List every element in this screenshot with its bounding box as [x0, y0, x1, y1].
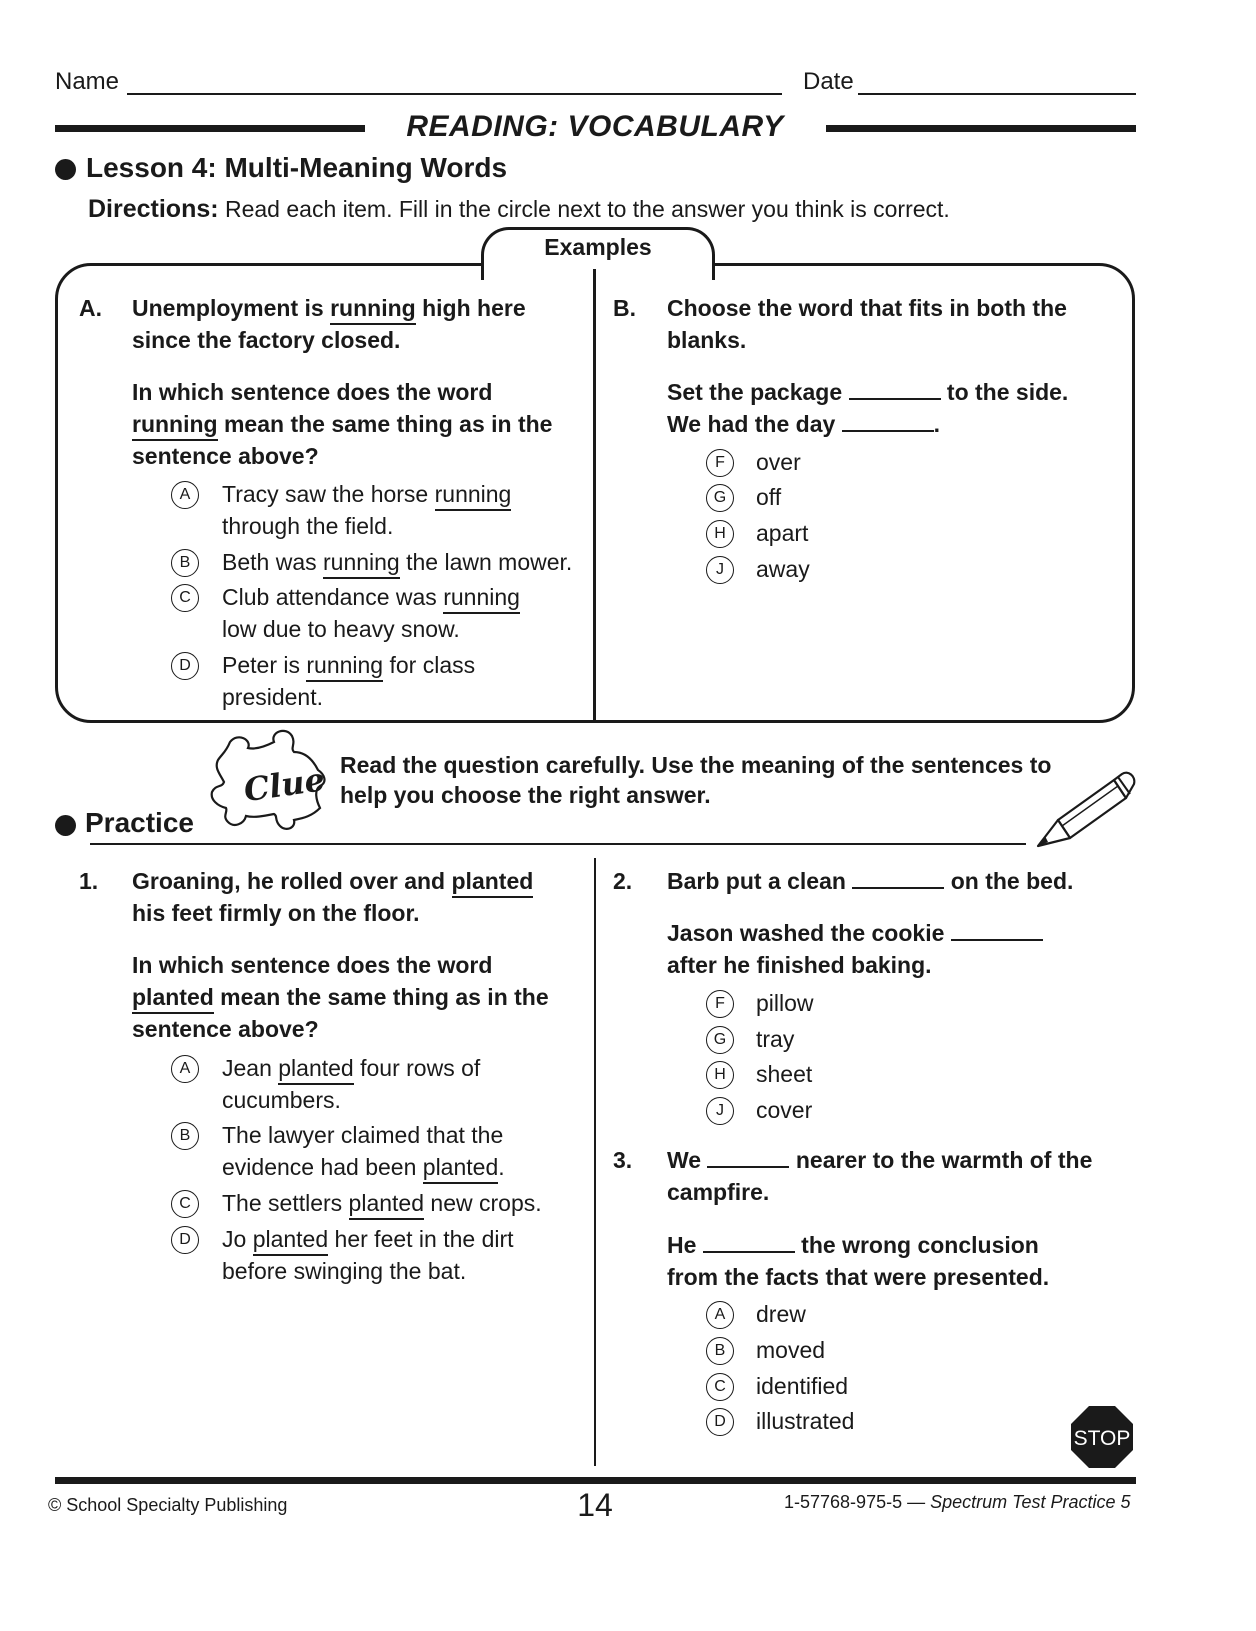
example-b-option-j-text: away — [756, 556, 810, 582]
lesson-bullet — [55, 159, 76, 180]
q3-option-d-bubble[interactable]: D — [706, 1408, 734, 1436]
examples-tab-gap — [484, 263, 706, 269]
q1-option-a-text: Jean planted four rows of — [222, 1052, 480, 1085]
practice-rule — [90, 843, 1026, 845]
q1-option-c-text: The settlers planted new crops. — [222, 1187, 542, 1220]
q2-option-f-text: pillow — [756, 990, 814, 1016]
footer-rule — [55, 1477, 1136, 1484]
example-a-question-line2: running mean the same thing as in the — [132, 408, 552, 441]
example-b-option-h-bubble[interactable]: H — [706, 520, 734, 548]
q3-option-b-text: moved — [756, 1337, 826, 1363]
title-rule-right — [826, 125, 1136, 132]
q2-option-g-text: tray — [756, 1026, 795, 1052]
q1-option-a-bubble[interactable]: A — [171, 1055, 199, 1083]
example-a-option-c-text-line2: low due to heavy snow. — [222, 616, 460, 642]
q3-sentence2-line2: from the facts that were presented. — [667, 1264, 1050, 1290]
example-a-option-d-text-line2: president. — [222, 684, 324, 710]
example-a-option-c-bubble[interactable]: C — [171, 584, 199, 612]
examples-tab — [481, 227, 715, 280]
q1-option-b-bubble[interactable]: B — [171, 1122, 199, 1150]
q3-option-b-bubble[interactable]: B — [706, 1337, 734, 1365]
example-b-number: B. — [613, 295, 636, 321]
example-a-option-b-bubble[interactable]: B — [171, 549, 199, 577]
q1-option-c-bubble[interactable]: C — [171, 1190, 199, 1218]
clue-text-line2: help you choose the right answer. — [340, 782, 711, 808]
example-a-question-line1: In which sentence does the word — [132, 379, 493, 405]
directions — [88, 195, 950, 224]
clue-badge-text: Clue — [241, 760, 328, 810]
practice-divider — [594, 858, 596, 1466]
q2-option-h-bubble[interactable]: H — [706, 1061, 734, 1089]
q2-option-j-text: cover — [756, 1097, 813, 1123]
example-a-sentence-line2: since the factory closed. — [132, 327, 401, 353]
q1-option-a-text-line2: cucumbers. — [222, 1087, 341, 1113]
q1-option-d-text-line2: before swinging the bat. — [222, 1258, 467, 1284]
q2-option-f-bubble[interactable]: F — [706, 990, 734, 1018]
q1-question-line2: planted mean the same thing as in the — [132, 981, 549, 1014]
example-b-option-g-text: off — [756, 484, 782, 510]
q3-option-c-text: identified — [756, 1373, 849, 1399]
footer-publisher: © School Specialty Publishing — [48, 1495, 288, 1515]
example-b-option-h-text: apart — [756, 520, 809, 546]
q2-sentence2-line2: after he finished baking. — [667, 952, 932, 978]
example-b-option-f-text: over — [756, 449, 801, 475]
example-a-option-d-bubble[interactable]: D — [171, 652, 199, 680]
q2-option-g-bubble[interactable]: G — [706, 1026, 734, 1054]
q1-option-d-text: Jo planted her feet in the dirt — [222, 1223, 514, 1256]
example-b-sentence1: Set the package to the side. — [667, 379, 1069, 405]
example-b-instruction-line1: Choose the word that fits in both the — [667, 295, 1067, 321]
q2-sentence1: Barb put a clean on the bed. — [667, 868, 1074, 894]
example-a-option-b-text: Beth was running the lawn mower. — [222, 546, 572, 579]
pencil-icon — [1032, 768, 1140, 850]
q1-option-b-text: The lawyer claimed that the — [222, 1122, 504, 1148]
q1-question-line1: In which sentence does the word — [132, 952, 493, 978]
example-a-option-a-text-line2: through the field. — [222, 513, 394, 539]
q2-sentence2-line1: Jason washed the cookie — [667, 917, 1043, 950]
q3-number: 3. — [613, 1147, 633, 1173]
example-a-option-d-text: Peter is running for class — [222, 649, 475, 682]
example-a-number: A. — [79, 295, 102, 321]
example-a-question-line3: sentence above? — [132, 443, 319, 469]
q3-sentence1-line1: We nearer to the warmth of the — [667, 1147, 1093, 1173]
stop-sign-icon — [1070, 1405, 1134, 1469]
q2-number: 2. — [613, 868, 633, 894]
q1-sentence-line2: his feet firmly on the floor. — [132, 900, 420, 926]
name-field-line[interactable] — [127, 93, 782, 95]
example-a-option-a-bubble[interactable]: A — [171, 481, 199, 509]
lesson-title: Lesson 4: Multi-Meaning Words — [86, 152, 508, 183]
examples-divider — [593, 266, 596, 720]
directions-text: Read each item. Fill in the circle next to the answer you think is correct. — [224, 196, 950, 222]
name-label: Name — [55, 68, 120, 95]
example-b-instruction-line2: blanks. — [667, 327, 747, 353]
directions-label: Directions: — [88, 195, 219, 223]
example-a-option-c-text: Club attendance was running — [222, 581, 520, 614]
q1-question-line3: sentence above? — [132, 1016, 319, 1042]
example-a-option-a-text: Tracy saw the horse running — [222, 478, 511, 511]
example-b-option-j-bubble[interactable]: J — [706, 556, 734, 584]
examples-tab-label: Examples — [544, 234, 652, 260]
stop-label: STOP — [1073, 1427, 1131, 1450]
q3-sentence2-line1: He the wrong conclusion — [667, 1232, 1039, 1258]
q3-option-a-bubble[interactable]: A — [706, 1301, 734, 1329]
section-title: READING: VOCABULARY — [406, 110, 784, 143]
practice-bullet — [55, 815, 76, 836]
title-rule-left — [55, 125, 365, 132]
q3-option-c-bubble[interactable]: C — [706, 1373, 734, 1401]
q1-number: 1. — [79, 868, 99, 894]
example-b-option-g-bubble[interactable]: G — [706, 484, 734, 512]
q1-sentence-line1: Groaning, he rolled over and planted — [132, 865, 533, 898]
practice-title: Practice — [85, 807, 194, 838]
q1-option-d-bubble[interactable]: D — [171, 1226, 199, 1254]
example-b-option-f-bubble[interactable]: F — [706, 449, 734, 477]
q3-sentence1-line2: campfire. — [667, 1179, 770, 1205]
example-a-sentence-line1: Unemployment is running high here — [132, 292, 526, 325]
clue-text-line1: Read the question carefully. Use the meaning of the sentences to — [340, 752, 1052, 778]
date-field-line[interactable] — [858, 93, 1136, 95]
q3-option-d-text: illustrated — [756, 1408, 855, 1434]
footer-book-info — [784, 1492, 1131, 1513]
footer-book-title: Spectrum Test Practice 5 — [930, 1492, 1131, 1512]
q2-option-h-text: sheet — [756, 1061, 813, 1087]
q3-option-a-text: drew — [756, 1301, 806, 1327]
footer-page-number: 14 — [577, 1487, 613, 1523]
footer-isbn: 1-57768-975-5 — — [784, 1492, 931, 1512]
clue-puzzle-icon — [208, 728, 328, 832]
q1-keyword: planted — [452, 868, 534, 898]
q2-option-j-bubble[interactable]: J — [706, 1097, 734, 1125]
example-a-keyword: running — [330, 295, 416, 325]
date-label: Date — [803, 68, 854, 95]
q1-option-b-text-line2: evidence had been planted. — [222, 1151, 505, 1184]
example-b-sentence2: We had the day . — [667, 411, 941, 437]
